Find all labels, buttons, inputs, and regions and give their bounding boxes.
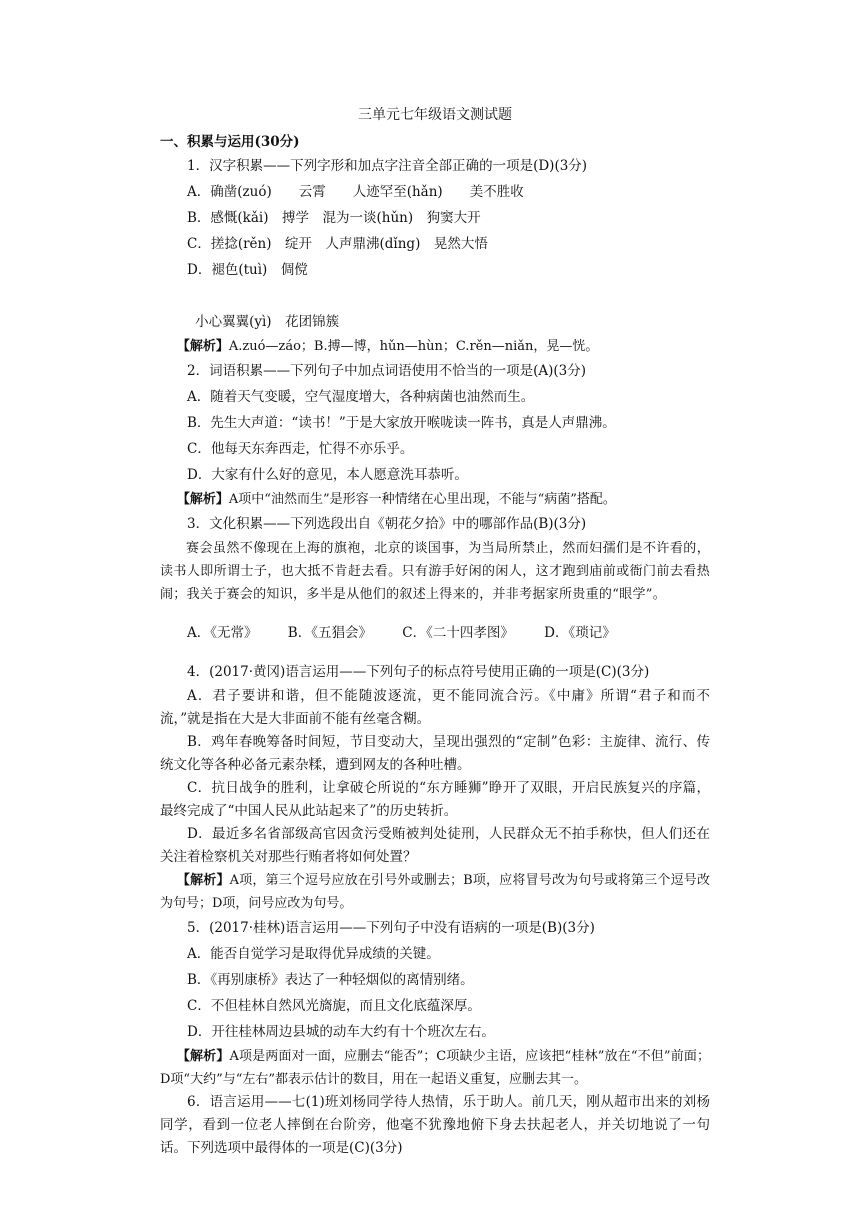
q3-option-d: D．《琐记》 — [544, 624, 616, 641]
analysis-text: A项中“油然而生”是形容一种情绪在心里出现，不能与“病菌”搭配。 — [228, 492, 616, 507]
q1-stem: 1．汉字积累——下列字形和加点字注音全部正确的一项是(D)(3分) — [187, 158, 588, 174]
q3-option-a: A．《无常》 — [187, 624, 258, 641]
q4-analysis — [160, 869, 710, 915]
q2-option-c: C．他每天东奔西走，忙得不亦乐乎。 — [187, 441, 414, 457]
q2-analysis — [160, 488, 710, 511]
analysis-tag: 【解析】 — [176, 873, 230, 888]
q4-option-a: A．君子要讲和谐，但不能随波逐流，更不能同流合污。《中庸》所谓“君子和而不流，”就是指在大是大非面前不能有丝毫含糊。 — [160, 688, 710, 727]
analysis-text: A.zuó—záo；B.搏—博，hǔn—hùn；C.rěn—niǎn，晃—恍。 — [228, 339, 599, 354]
q2-option-b: B．先生大声道：“读书！”于是大家放开喉咙读一阵书，真是人声鼎沸。 — [187, 415, 616, 431]
q3-options — [160, 620, 710, 646]
q2-option-a: A．随着天气变暖，空气湿度增大，各种病菌也油然而生。 — [187, 389, 535, 405]
spacer — [160, 283, 710, 309]
q4-option-b: B．鸡年春晚筹备时间短，节目变动大，呈现出强烈的“定制”色彩：主旋律、流行、传统文化等各种必备元素杂糅，遭到网友的各种吐槽。 — [160, 734, 710, 773]
q4-stem: 4．(2017·黄冈)语言运用——下列句子的标点符号使用正确的一项是(C)(3分) — [187, 664, 650, 680]
q3-option-c: C．《二十四孝图》 — [402, 624, 514, 641]
q1-option-a: A．确凿(zuó) 云霄 人迹罕至(hǎn) 美不胜收 — [187, 184, 524, 200]
q3-passage: 赛会虽然不像现在上海的旗袍，北京的谈国事，为当局所禁止，然而妇孺们是不许看的，读书人即所谓士子，也大抵不肯赶去看。只有游手好闲的闲人，这才跑到庙前或衙门前去看热闹；我关于赛会的知识，多半是从他们的叙述上得来的，并非考据家所贵重的“眼学”。 — [160, 541, 710, 602]
q6-stem: 6．语言运用——七(1)班刘杨同学待人热情，乐于助人。前几天，刚从超市出来的刘杨同学，看到一位老人摔倒在台阶旁，他毫不犹豫地俯下身去扶起老人，并关切地说了一句话。下列选项中最得体的一项是(C)(3分) — [160, 1094, 710, 1156]
q1-option-d-continued: 小心翼翼(yì) 花团锦簇 — [195, 314, 340, 330]
q5-option-b: B．《再别康桥》表达了一种轻烟似的离情别绪。 — [187, 972, 474, 988]
q1-option-b: B．感慨(kǎi) 搏学 混为一谈(hǔn) 狗窦大开 — [187, 210, 481, 226]
q3-stem: 3．文化积累——下列选段出自《朝花夕拾》中的哪部作品(B)(3分) — [187, 516, 587, 532]
q4-option-d: D．最近多名省部级高官因贪污受贿被判处徒刑，人民群众无不拍手称快，但人们还在关注着检察机关对那些行贿者将如何处置？ — [160, 826, 710, 865]
q4-option-c: C．抗日战争的胜利，让拿破仑所说的“东方睡狮”睁开了双眼，开启民族复兴的序篇，最终完成了“中国人民从此站起来了”的历史转折。 — [160, 780, 710, 819]
section-heading: 一、积累与运用(30分) — [160, 134, 300, 150]
q5-option-c: C．不但桂林自然风光旖旎，而且文化底蕴深厚。 — [187, 998, 481, 1014]
q1-option-c: C．搓捻(rěn) 绽开 人声鼎沸(dǐng) 晃然大悟 — [187, 236, 488, 252]
q2-option-d: D．大家有什么好的意见，本人愿意洗耳恭听。 — [187, 467, 468, 483]
page-title: 三单元七年级语文测试题 — [358, 107, 512, 123]
analysis-tag: 【解析】 — [176, 492, 229, 507]
q5-stem: 5．(2017·桂林)语言运用——下列句子中没有语病的一项是(B)(3分) — [187, 920, 595, 936]
analysis-tag: 【解析】 — [176, 1049, 230, 1064]
q1-option-d: D．褪色(tuì) 倜傥 — [187, 262, 308, 278]
analysis-tag: 【解析】 — [176, 339, 229, 354]
analysis-text: A项，第三个逗号应放在引号外或删去；B项，应将冒号改为句号或将第三个逗号改为句号；D项，问号应改为句号。 — [160, 873, 710, 911]
q2-stem: 2．词语积累——下列句子中加点词语使用不恰当的一项是(A)(3分) — [187, 363, 586, 379]
q1-analysis — [160, 335, 710, 358]
analysis-text: A项是两面对一面，应删去“能否”；C项缺少主语，应该把“桂林”放在“不但”前面；D项“大约”与“左右”都表示估计的数目，用在一起语义重复，应删去其一。 — [160, 1049, 710, 1087]
q3-option-b: B．《五猖会》 — [287, 624, 372, 641]
q5-option-d: D．开往桂林周边县城的动车大约有十个班次左右。 — [187, 1024, 495, 1040]
q5-analysis — [160, 1045, 710, 1091]
document-body — [160, 104, 710, 1160]
q5-option-a: A．能否自觉学习是取得优异成绩的关键。 — [187, 946, 440, 962]
